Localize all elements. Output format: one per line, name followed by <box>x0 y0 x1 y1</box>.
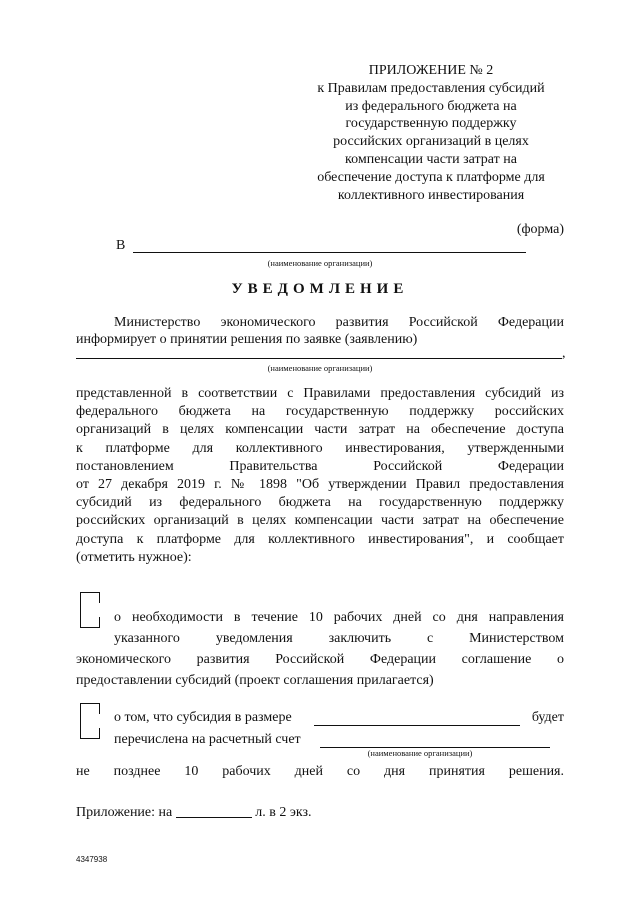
option-1-line: указанного уведомления заключить с Министерством <box>114 631 564 646</box>
option-1-line: экономического развития Российской Федерации соглашение о <box>76 652 564 667</box>
body-line: к платформе для коллективного инвестирования, утвержденными <box>76 440 564 456</box>
body-paragraph <box>76 385 564 567</box>
option-2-checkbox[interactable] <box>80 703 98 739</box>
intro-line-2: информирует о принятии решения по заявке (заявлению) <box>76 332 418 347</box>
appendix-line: коллективного инвестирования <box>337 187 525 203</box>
appendix-line: компенсации части затрат на <box>345 151 517 167</box>
attachment-suffix: л. в 2 экз. <box>255 805 312 820</box>
appendix-line: обеспечение доступа к платформе для <box>317 169 545 185</box>
appendix-line: ПРИЛОЖЕНИЕ № 2 <box>368 63 494 78</box>
body-line: федерального бюджета на государственную поддержку российских <box>76 404 564 420</box>
sheet-count-blank[interactable] <box>176 816 252 818</box>
recipient-caption: (наименование организации) <box>267 258 373 268</box>
option-1-line: предоставлении субсидий (проект соглашения прилагается) <box>76 673 434 688</box>
body-line: субсидий из федерального бюджета на государственную поддержку <box>76 495 564 511</box>
form-label: (форма) <box>516 222 564 237</box>
option-2-line-1 <box>114 710 564 730</box>
intro-line-1: Министерство экономического развития Российской Федерации <box>114 315 564 330</box>
appendix-line: к Правилам предоставления субсидий <box>317 80 545 96</box>
body-line: организаций в целях компенсации части затрат на обеспечение доступа <box>76 422 564 438</box>
document-number: 4347938 <box>76 855 108 864</box>
intro-paragraph <box>76 314 564 348</box>
body-line: доступа к платформе для коллективного инвестирования", и сообщает <box>76 531 564 547</box>
body-line: представленной в соответствии с Правилами предоставления субсидий из <box>76 386 564 401</box>
option-1-text <box>76 607 564 691</box>
recipient-line <box>116 238 526 256</box>
body-line: российских организаций в целях компенсации части затрат на обеспечение <box>76 513 564 529</box>
recipient-blank[interactable] <box>133 252 526 253</box>
option-1-line: о необходимости в течение 10 рабочих дней со дня направления <box>114 610 564 625</box>
option-2-text: о том, что субсидия в размере <box>114 710 292 725</box>
deadline-line: не позднее 10 рабочих дней со дня принятия решения. <box>76 764 564 779</box>
attachment-line <box>76 805 312 821</box>
applicant-caption: (наименование организации) <box>267 363 373 373</box>
subsidy-amount-blank[interactable] <box>314 725 520 726</box>
applicant-comma: , <box>562 346 566 361</box>
appendix-line: из федерального бюджета на <box>345 98 517 114</box>
body-line: (отметить нужное): <box>76 549 192 565</box>
appendix-line: государственную поддержку <box>345 116 517 132</box>
body-line: от 27 декабря 2019 г. № 1898 "Об утверждении Правил предоставления <box>76 477 564 493</box>
option-2-text: будет <box>531 710 564 725</box>
appendix-line: российских организаций в целях <box>333 134 529 150</box>
recipient-prefix: В <box>116 238 126 253</box>
attachment-prefix: Приложение: на <box>76 805 173 820</box>
account-caption: (наименование организации) <box>367 748 473 758</box>
document-title: УВЕДОМЛЕНИЕ <box>231 281 409 297</box>
body-line: постановлением Правительства Российской Федерации <box>76 458 564 474</box>
option-2-text: перечислена на расчетный счет <box>114 732 301 747</box>
applicant-blank[interactable] <box>76 358 562 359</box>
appendix-header <box>300 62 562 204</box>
